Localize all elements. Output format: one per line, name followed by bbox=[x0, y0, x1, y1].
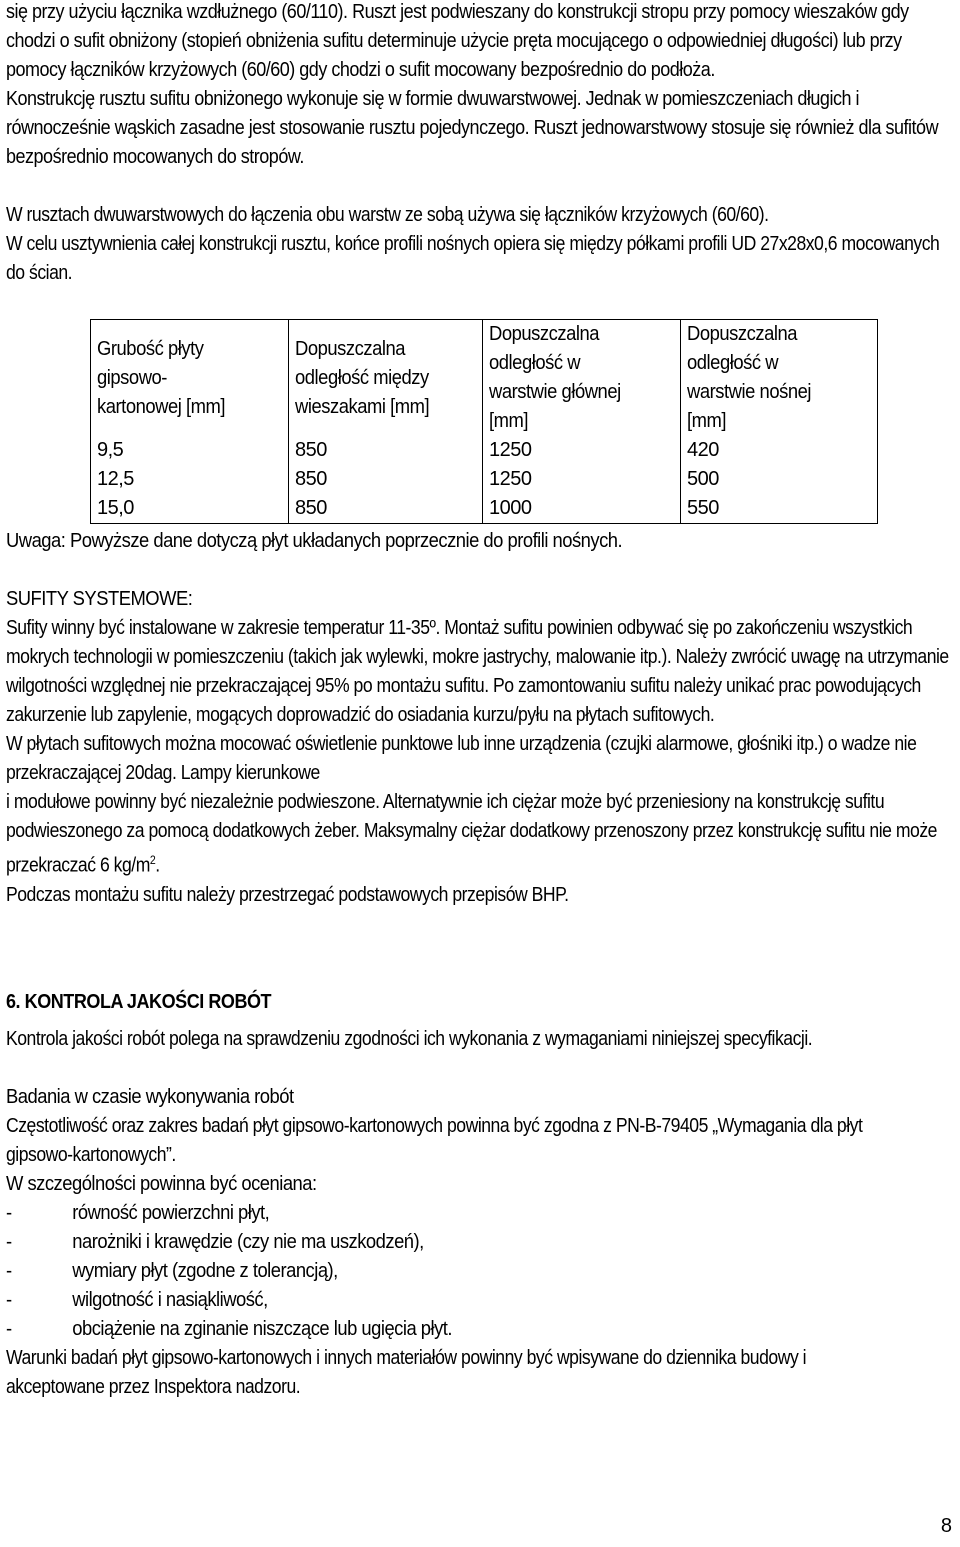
header-line: odległość między bbox=[295, 366, 429, 389]
intro-text-block bbox=[6, 0, 960, 172]
header-line: odległość w bbox=[489, 352, 581, 374]
header-line: odległość w bbox=[687, 352, 779, 374]
list-item bbox=[6, 1228, 935, 1257]
superscript-2: 2 bbox=[149, 853, 156, 867]
list-item-text: wymiary płyt (zgodne z tolerancją), bbox=[72, 1260, 338, 1282]
header-line: Dopuszczalna bbox=[489, 323, 600, 345]
systems-paragraph-2b-text: i modułowe powinny być niezależnie podwieszone. Alternatywnie ich ciężar może być przeniesiony na konstrukcję sufitu podwieszonego za pomocą dodatkowych żeber. Maksymalny ciężar dodatkowy przenoszony przez konstrukcję sufitu nie może przekraczać 6 kg/m bbox=[6, 791, 937, 877]
intro-text-block-2 bbox=[6, 201, 960, 288]
list-item-text: narożniki i krawędzie (czy nie ma uszkodzeń), bbox=[72, 1231, 424, 1253]
list-item bbox=[6, 1315, 935, 1344]
header-line: [mm] bbox=[489, 410, 529, 432]
header-bearing-text bbox=[687, 320, 811, 436]
table-cell: 1250 bbox=[483, 465, 681, 494]
list-item-text: wilgotność i nasiąkliwość, bbox=[72, 1289, 268, 1311]
header-cell-hanger-spacing bbox=[289, 320, 483, 437]
list-dash: - bbox=[6, 1318, 12, 1340]
section-heading: 6. KONTROLA JAKOŚCI ROBÓT bbox=[6, 991, 272, 1013]
table-row bbox=[91, 494, 878, 524]
table-cell: 550 bbox=[681, 494, 878, 524]
section6-paragraph-1: Kontrola jakości robót polega na sprawdzeniu zgodności ich wykonania z wymaganiami niniejszej specyfikacji. bbox=[6, 1028, 813, 1050]
intro-paragraph-4: W celu usztywnienia całej konstrukcji rusztu, końce profili nośnych opiera się między półkami profili UD 27x28x0,6 mocowanych do ścian. bbox=[6, 233, 940, 284]
list-dash: - bbox=[6, 1231, 12, 1253]
list-item-text: obciążenie na zginanie niszczące lub ugięcia płyt. bbox=[72, 1318, 452, 1340]
header-line: Dopuszczalna bbox=[295, 337, 406, 360]
spacing-table bbox=[90, 319, 878, 524]
header-cell-thickness bbox=[91, 320, 289, 437]
header-line: gipsowo- bbox=[97, 366, 167, 389]
header-cell-bearing-layer bbox=[681, 320, 878, 437]
table-cell: 500 bbox=[681, 465, 878, 494]
section6-paragraph-4: Warunki badań płyt gipsowo-kartonowych i innych materiałów powinny być wpisywane do dziennika budowy i akceptowane przez Inspektora nadzoru. bbox=[6, 1347, 807, 1398]
list-dash: - bbox=[6, 1260, 12, 1282]
systems-paragraph-1: Sufity winny być instalowane w zakresie temperatur 11-35º. Montaż sufitu powinien odbywać się po zakończeniu wszystkich mokrych technologii w pomieszczeniu (takich jak wylewki, mokre jastrychy, malowanie itp.). Należy zwrócić uwagę na utrzymanie wilgotności względnej nie przekraczającej 95% po montażu sufitu. Po zamontowaniu sufitu należy unikać prac powodujących zakurzenie lub zapylenie, mogących doprowadzić do osiadania kurzu/pyłu na płytach sufitowych. bbox=[6, 617, 949, 726]
check-list bbox=[6, 1199, 935, 1344]
table-cell: 15,0 bbox=[91, 494, 289, 524]
systems-paragraph-2b-end: . bbox=[155, 854, 160, 877]
section6-paragraph-3: W szczególności powinna być oceniana: bbox=[6, 1173, 317, 1195]
list-dash: - bbox=[6, 1289, 12, 1311]
systems-section bbox=[6, 585, 960, 910]
header-hanger-text bbox=[295, 335, 429, 422]
header-thickness-text bbox=[97, 335, 225, 422]
table-cell: 9,5 bbox=[91, 436, 289, 465]
header-line: Grubość płyty bbox=[97, 337, 204, 360]
intro-paragraph-1: się przy użyciu łącznika wzdłużnego (60/110). Ruszt jest podwieszany do konstrukcji stropu przy pomocy wieszaków gdy chodzi o sufit obniżony (stopień obniżenia sufitu determinuje użycie pręta mocującego o odpowiedniej długości) lub przy pomocy łączników krzyżowych (60/60) gdy chodzi o sufit mocowany bezpośrednio do podłoża. bbox=[6, 1, 909, 81]
table-cell: 850 bbox=[289, 436, 483, 465]
list-item bbox=[6, 1257, 935, 1286]
table-cell: 850 bbox=[289, 465, 483, 494]
table-note: Uwaga: Powyższe dane dotyczą płyt układanych poprzecznie do profili nośnych. bbox=[6, 530, 623, 552]
intro-paragraph-2: Konstrukcję rusztu sufitu obniżonego wykonuje się w formie dwuwarstwowej. Jednak w pomieszczeniach długich i równocześnie wąskich zasadne jest stosowanie rusztu pojedynczego. Ruszt jednowarstwowy stosuje się również dla sufitów bezpośrednio mocowanych do stropów. bbox=[6, 88, 939, 168]
list-item-text: równość powierzchni płyt, bbox=[72, 1202, 270, 1224]
header-cell-main-layer bbox=[483, 320, 681, 437]
table-row bbox=[91, 436, 878, 465]
section6-paragraph-2: Częstotliwość oraz zakres badań płyt gipsowo-kartonowych powinna być zgodna z PN-B-79405 „Wymagania dla płyt gipsowo-kartonowych”. bbox=[6, 1115, 863, 1166]
table-cell: 1250 bbox=[483, 436, 681, 465]
list-item bbox=[6, 1199, 935, 1228]
header-line: kartonowej [mm] bbox=[97, 395, 226, 418]
table-cell: 420 bbox=[681, 436, 878, 465]
table-header-row bbox=[91, 320, 878, 437]
table-cell: 850 bbox=[289, 494, 483, 524]
list-item bbox=[6, 1286, 935, 1315]
systems-paragraph-2a: W płytach sufitowych można mocować oświetlenie punktowe lub inne urządzenia (czujki alarmowe, głośniki itp.) o wadze nie przekraczającej 20dag. Lampy kierunkowe bbox=[6, 733, 917, 784]
header-line: warstwie nośnej bbox=[687, 381, 812, 403]
table-cell: 12,5 bbox=[91, 465, 289, 494]
list-dash: - bbox=[6, 1202, 12, 1224]
systems-paragraph-3: Podczas montażu sufitu należy przestrzegać podstawowych przepisów BHP. bbox=[6, 883, 569, 906]
section6-subheading: Badania w czasie wykonywania robót bbox=[6, 1086, 294, 1108]
table-row bbox=[91, 465, 878, 494]
systems-paragraph-2b bbox=[6, 788, 954, 881]
header-line: warstwie głównej bbox=[489, 381, 621, 403]
header-line: wieszakami [mm] bbox=[295, 395, 430, 418]
page-number: 8 bbox=[940, 1515, 952, 1537]
header-line: [mm] bbox=[687, 410, 727, 432]
header-main-text bbox=[489, 320, 621, 436]
intro-paragraph-3: W rusztach dwuwarstwowych do łączenia obu warstw ze sobą używa się łączników krzyżowych (60/60). bbox=[6, 204, 769, 226]
systems-heading: SUFITY SYSTEMOWE: bbox=[6, 588, 193, 610]
quality-control-section bbox=[6, 988, 960, 1402]
header-line: Dopuszczalna bbox=[687, 323, 798, 345]
table-cell: 1000 bbox=[483, 494, 681, 524]
